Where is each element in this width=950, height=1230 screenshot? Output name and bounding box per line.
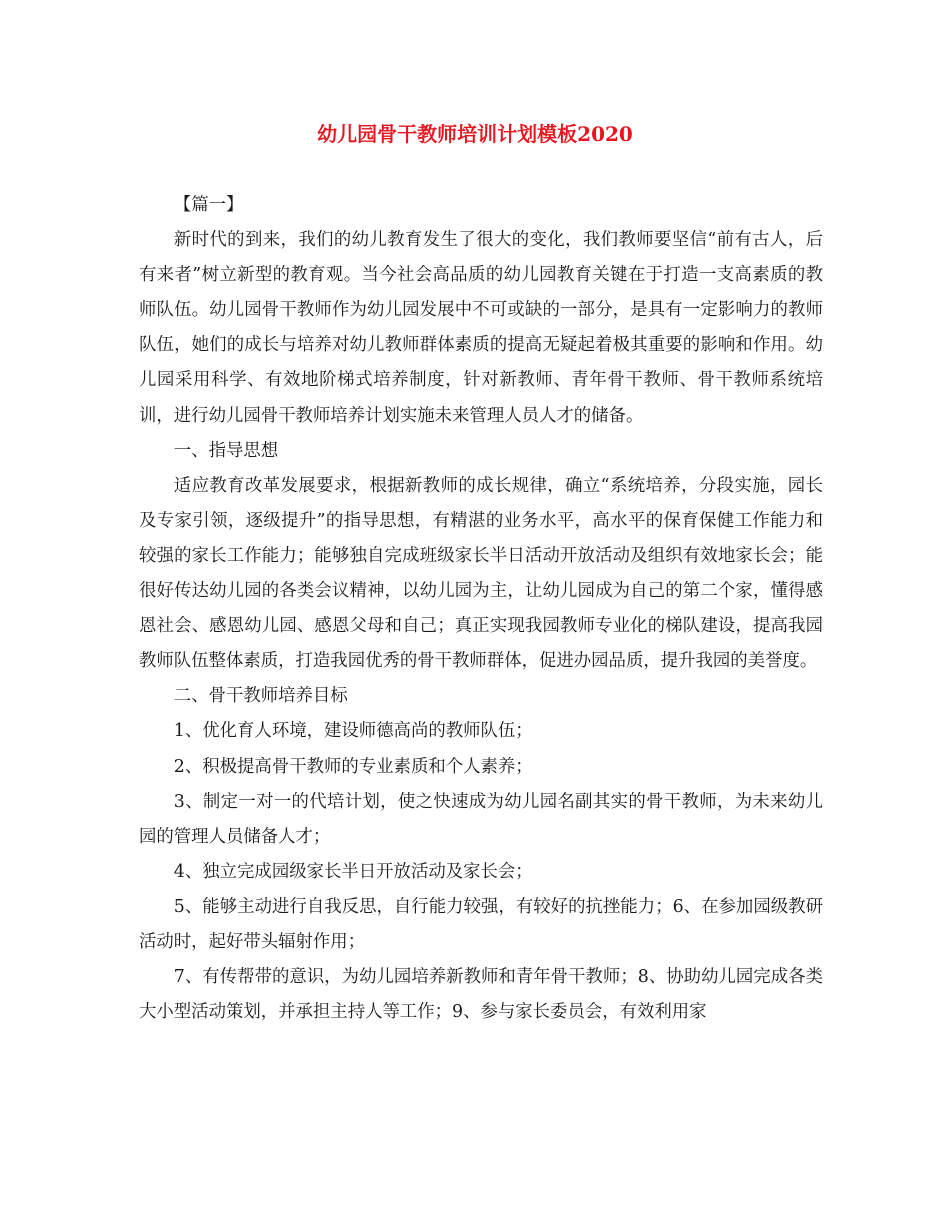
goal-item-1: 1、优化育人环境，建设师德高尚的教师队伍；: [173, 721, 533, 742]
section-heading-pian-yi: 【篇一】: [173, 195, 244, 215]
goal-item-4: 4、独立完成园级家长半日开放活动及家长会；: [173, 861, 533, 882]
goal-item-5-6: 5、能够主动进行自我反思，自行能力较强，有较好的抗挫能力；6、在参加园级教研活动时，起好带头辐射作用；: [139, 896, 823, 952]
goal-item-2: 2、积极提高骨干教师的专业素质和个人素养；: [173, 756, 533, 777]
section-heading-training-goals: 二、骨干教师培养目标: [173, 686, 348, 707]
section-heading-guiding-ideology: 一、指导思想: [173, 440, 279, 461]
document-body: [139, 188, 823, 1030]
document-title: 幼儿园骨干教师培训计划模板2020: [317, 122, 633, 146]
guiding-ideology-paragraph: 适应教育改革发展要求，根据新教师的成长规律，确立“系统培养，分段实施，园长及专家引领，逐级提升”的指导思想，有精湛的业务水平，高水平的保育保健工作能力和较强的家长工作能力；能够独自完成班级家长半日活动开放活动及组织有效地家长会；能很好传达幼儿园的各类会议精神，以幼儿园为主，让幼儿园成为自己的第二个家，懂得感恩社会、感恩幼儿园、感恩父母和自己；真正实现我园教师专业化的梯队建设，提高我园教师队伍整体素质，打造我园优秀的骨干教师群体，促进办园品质，提升我园的美誉度。: [139, 475, 823, 672]
goal-item-7-9: 7、有传帮带的意识，为幼儿园培养新教师和青年骨干教师；8、协助幼儿园完成各类大小型活动策划，并承担主持人等工作；9、参与家长委员会，有效利用家: [139, 967, 823, 1023]
goal-item-3: 3、制定一对一的代培计划，使之快速成为幼儿园名副其实的骨干教师，为未来幼儿园的管理人员储备人才；: [139, 791, 823, 847]
intro-paragraph: 新时代的到来，我们的幼儿教育发生了很大的变化，我们教师要坚信“前有古人，后有来者”树立新型的教育观。当今社会高品质的幼儿园教育关键在于打造一支高素质的教师队伍。幼儿园骨干教师作为幼儿园发展中不可或缺的一部分，是具有一定影响力的教师队伍，她们的成长与培养对幼儿教师群体素质的提高无疑起着极其重要的影响和作用。幼儿园采用科学、有效地阶梯式培养制度，针对新教师、青年骨干教师、骨干教师系统培训，进行幼儿园骨干教师培养计划实施未来管理人员人才的储备。: [139, 230, 823, 426]
